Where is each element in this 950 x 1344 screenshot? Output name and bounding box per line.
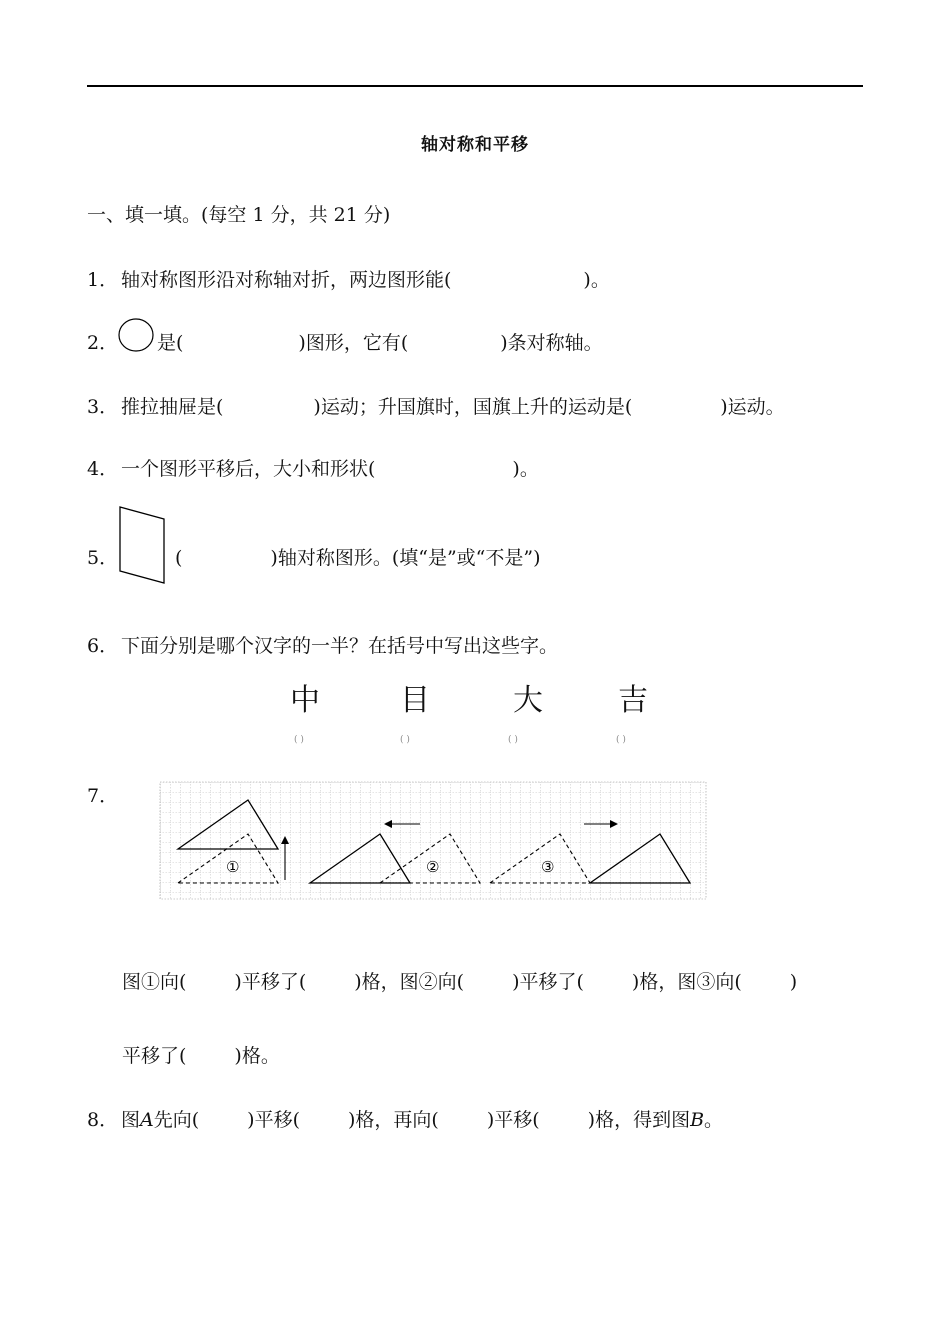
question-4: 4． 一个图形平移后，大小和形状( )。: [87, 458, 539, 480]
answer-paren-2[interactable]: ( ): [400, 735, 410, 745]
question-2: 2． 是( )图形，它有( )条对称轴。: [87, 332, 603, 354]
question-1: 1． 轴对称图形沿对称轴对折，两边图形能( )。: [87, 269, 610, 291]
question-number: 1．: [87, 269, 119, 291]
figure-a-label: A: [140, 1109, 154, 1131]
label-2: ②: [426, 858, 440, 876]
question-5: 5． ( )轴对称图形。(填“是”或“不是”): [87, 547, 541, 569]
question-8: 8． 图A先向( )平移( )格，再向( )平移( )格，得到图B。: [87, 1109, 724, 1131]
half-character-3: 大: [513, 683, 543, 718]
question-number: 5．: [87, 547, 119, 569]
page-title: 轴对称和平移: [421, 135, 529, 155]
question-number: 3．: [87, 396, 119, 418]
grid-background: [160, 782, 706, 899]
half-character-1: 中: [290, 683, 320, 718]
question-3: 3． 推拉抽屉是( )运动；升国旗时，国旗上升的运动是( )运动。: [87, 396, 785, 418]
parallelogram-figure: [118, 505, 168, 585]
label-1: ①: [226, 858, 240, 876]
circle-figure: [116, 317, 156, 357]
question-number: 4．: [87, 458, 119, 480]
question-7-line-2: 平移了( )格。: [122, 1045, 280, 1067]
answer-paren-1[interactable]: ( ): [294, 735, 304, 745]
header-rule: [87, 85, 863, 87]
half-character-4: 吉: [618, 683, 648, 718]
question-7-number: 7．: [87, 785, 119, 807]
label-3: ③: [541, 858, 555, 876]
section-heading: 一、填一填。(每空 1 分，共 21 分): [87, 204, 391, 226]
half-character-2: 目: [400, 683, 430, 718]
question-6: 6． 下面分别是哪个汉字的一半？在括号中写出这些字。: [87, 635, 559, 657]
answer-paren-3[interactable]: ( ): [508, 735, 518, 745]
question-7-line-1: 图①向( )平移了( )格，图②向( )平移了( )格，图③向( ): [122, 971, 798, 993]
question-number: 8．: [87, 1109, 119, 1131]
figure-b-label: B: [690, 1109, 705, 1131]
translation-grid-figure: [160, 782, 708, 900]
question-number: 2．: [87, 332, 119, 354]
answer-paren-4[interactable]: ( ): [616, 735, 626, 745]
question-number: 6．: [87, 635, 119, 657]
